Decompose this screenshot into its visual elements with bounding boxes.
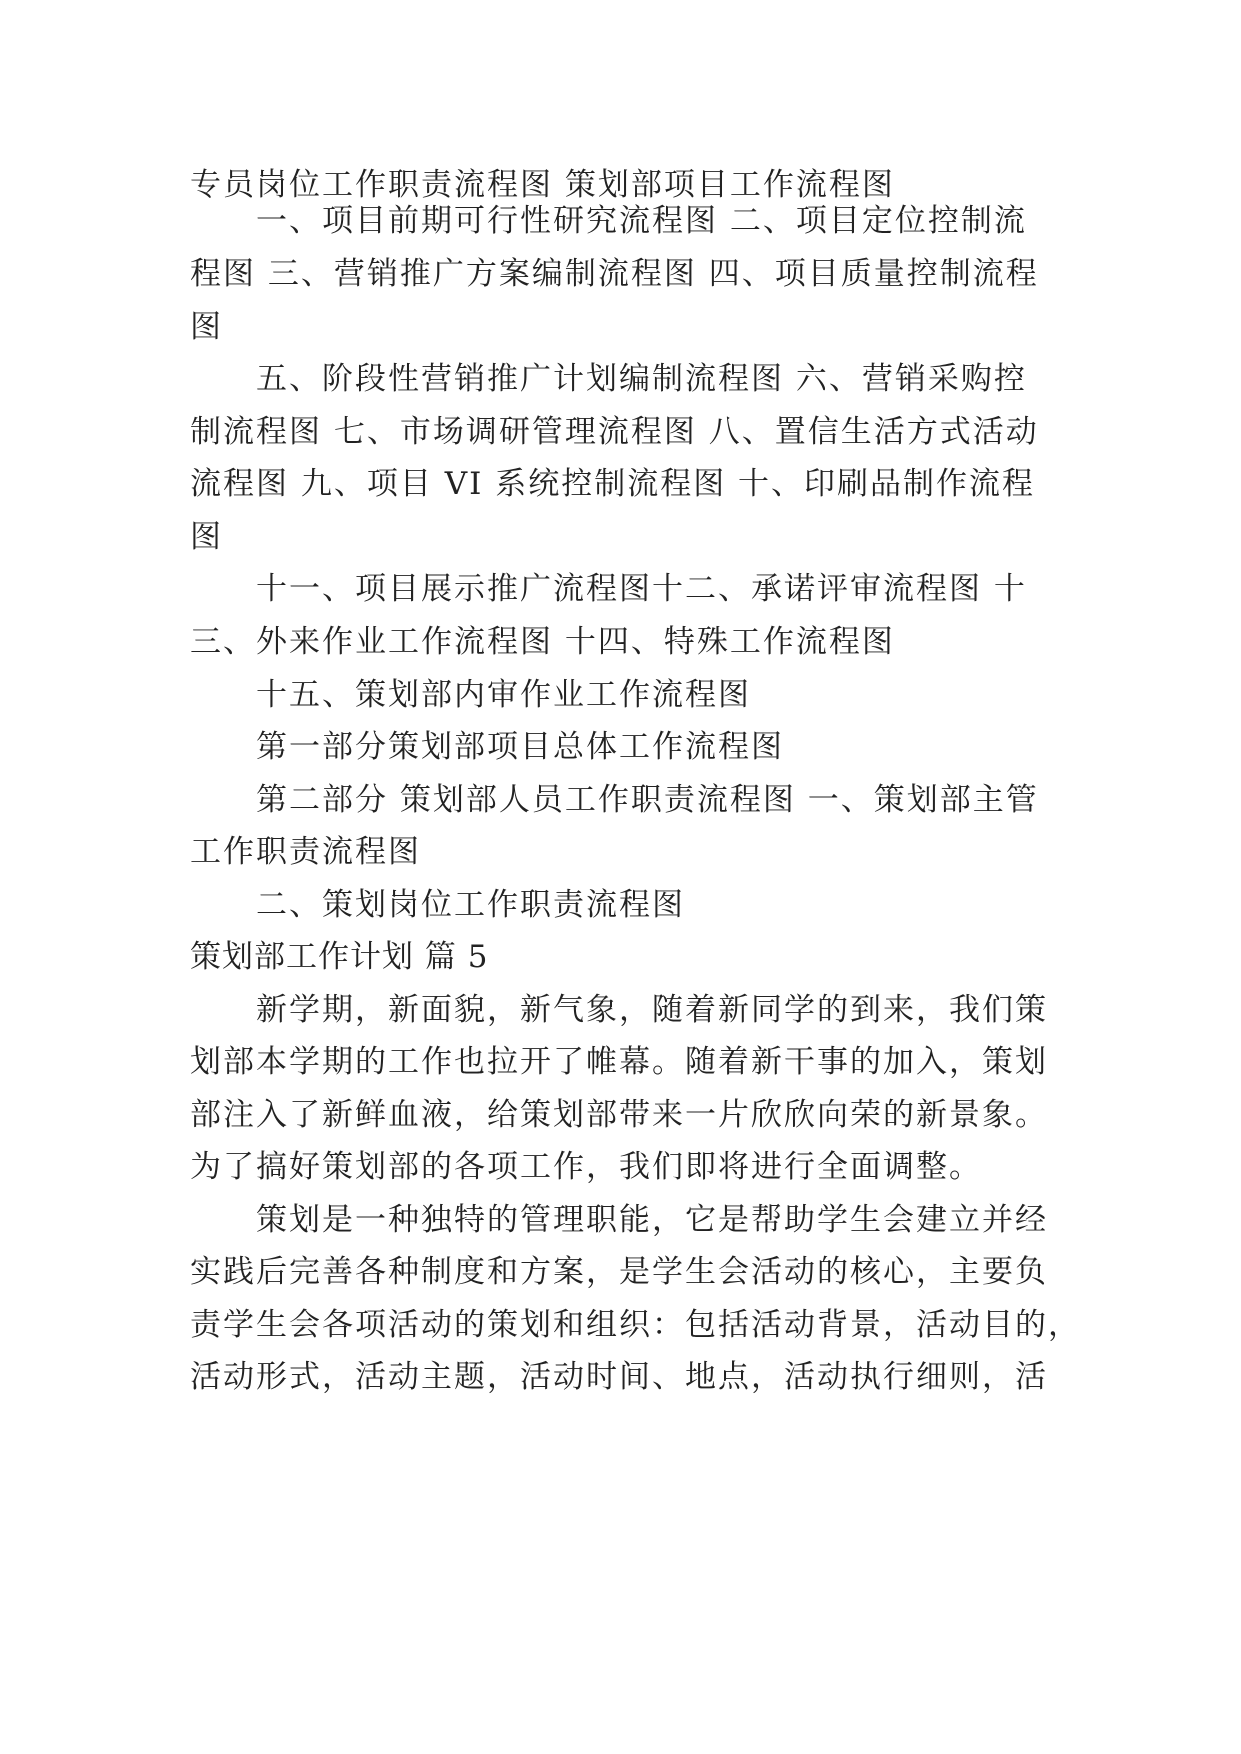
text-line: 一、项目前期可行性研究流程图 二、项目定位控制流 [256, 203, 1027, 239]
text-line: 第一部分策划部项目总体工作流程图 [256, 729, 784, 765]
text-line: 制流程图 七、市场调研管理流程图 八、置信生活方式活动 [190, 414, 1039, 450]
text-line: 五、阶段性营销推广计划编制流程图 六、营销采购控 [256, 361, 1027, 397]
text-line: 策划是一种独特的管理职能，它是帮助学生会建立并经 [256, 1202, 1048, 1238]
text-line: 流程图 九、项目 VI 系统控制流程图 十、印刷品制作流程 [190, 466, 1036, 502]
text-line: 划部本学期的工作也拉开了帷幕。随着新干事的加入，策划 [190, 1044, 1048, 1080]
text-line: 二、策划岗位工作职责流程图 [256, 887, 685, 923]
text-line: 图 [190, 309, 223, 345]
text-line: 十一、项目展示推广流程图十二、承诺评审流程图 十 [256, 571, 1027, 607]
text-line: 十五、策划部内审作业工作流程图 [256, 677, 751, 713]
text-line: 新学期，新面貌，新气象，随着新同学的到来，我们策 [256, 992, 1048, 1028]
text-line: 专员岗位工作职责流程图 策划部项目工作流程图 [190, 167, 895, 203]
text-line: 程图 三、营销推广方案编制流程图 四、项目质量控制流程 [190, 256, 1039, 292]
text-line: 活动形式，活动主题，活动时间、地点，活动执行细则，活 [190, 1359, 1048, 1395]
text-line: 三、外来作业工作流程图 十四、特殊工作流程图 [190, 624, 895, 660]
text-line: 责学生会各项活动的策划和组织：包括活动背景，活动目的， [190, 1307, 1081, 1343]
text-line: 实践后完善各种制度和方案，是学生会活动的核心，主要负 [190, 1254, 1048, 1290]
text-line: 工作职责流程图 [190, 834, 421, 870]
text-line: 第二部分 策划部人员工作职责流程图 一、策划部主管 [256, 782, 1039, 818]
text-line: 部注入了新鲜血液，给策划部带来一片欣欣向荣的新景象。 [190, 1097, 1048, 1133]
section-heading: 策划部工作计划 篇 5 [190, 939, 489, 975]
text-line: 图 [190, 519, 223, 555]
text-line: 为了搞好策划部的各项工作，我们即将进行全面调整。 [190, 1149, 982, 1185]
